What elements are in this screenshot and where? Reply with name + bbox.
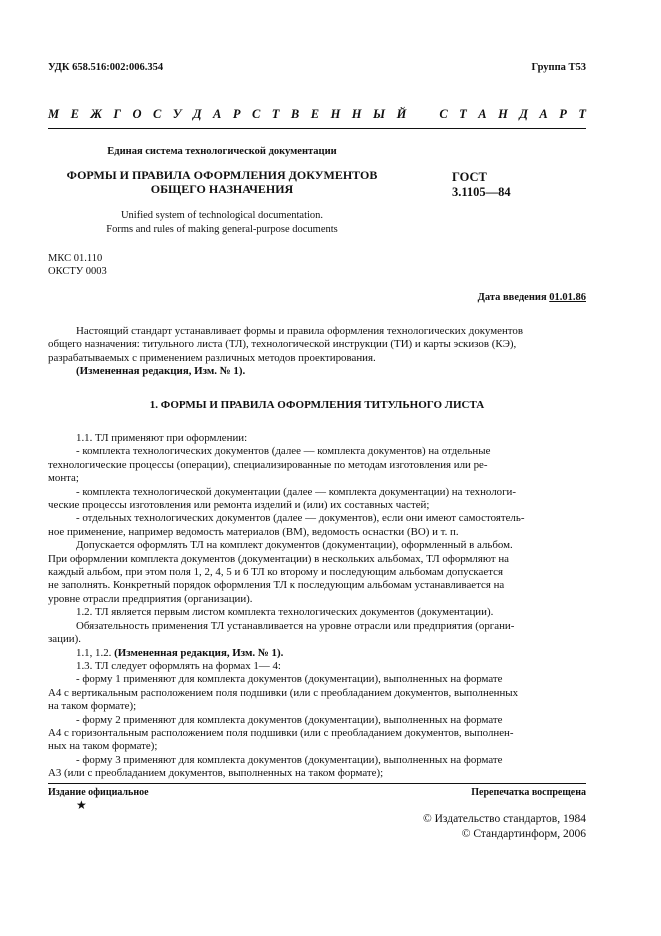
copyright-2006: © Стандартинформ, 2006 <box>461 828 586 840</box>
mks-code: МКС 01.110 <box>48 253 103 264</box>
okstu-code: ОКСТУ 0003 <box>48 266 107 277</box>
footer-rule <box>48 783 586 784</box>
banner-letter: А <box>478 107 487 121</box>
body-line: ных на таком формате); <box>48 740 158 753</box>
banner-letter: Т <box>459 107 467 121</box>
banner-letter: А <box>213 107 222 121</box>
body-line: монта; <box>48 472 79 485</box>
body-line: - форму 2 применяют для комплекта документов (документации), выполненных на формате <box>76 713 503 726</box>
banner-letter: У <box>172 107 182 121</box>
reprint-prohibited: Перепечатка воспрещена <box>471 787 586 798</box>
body-line: технологические процессы (операции), специализированные по методам изготовления или ре- <box>48 458 488 471</box>
banner-letter: Е <box>70 107 79 121</box>
body-line: 1.1. ТЛ применяют при оформлении: <box>76 432 248 444</box>
body-line: - комплекта технологических документов (далее — комплекта документов) на отдельные <box>76 445 491 458</box>
banner-letter: Н <box>351 107 362 121</box>
body-line: А3 (или с преобладанием документов, выполненных на таком формате); <box>48 767 384 780</box>
gost-label: ГОСТ <box>452 170 487 184</box>
body-line: - комплекта технологической документации (далее — комплекта документации) на технологи- <box>76 485 517 498</box>
udk-code: УДК 658.516:002:006.354 <box>48 62 164 73</box>
body-line: каждый альбом, при этом поля 1, 2, 4, 5 и 6 ТЛ ко второму и последующим альбомам допускается <box>48 566 503 579</box>
body-line: Обязательность применения ТЛ устанавливается на уровне отрасли или предприятия (органи- <box>76 619 515 632</box>
document-title <box>48 168 396 196</box>
copyright-1984: © Издательство стандартов, 1984 <box>422 813 586 825</box>
intro-amendment: (Измененная редакция, Изм. № 1). <box>76 365 246 378</box>
banner-letter: Ы <box>373 107 386 121</box>
official-edition: Издание официальное <box>48 787 149 798</box>
classification-codes <box>48 252 107 278</box>
banner-letter: В <box>290 107 300 121</box>
banner-letter: С <box>439 107 448 121</box>
banner-letter: Е <box>310 107 320 121</box>
copyright-block <box>423 812 586 842</box>
gost-number: 3.1105—84 <box>452 185 511 199</box>
banner-letter: Т <box>578 107 586 121</box>
body-line: уровне отрасли предприятия (организации). <box>48 592 253 605</box>
title-line-2: ОБЩЕГО НАЗНАЧЕНИЯ <box>150 182 294 196</box>
amendment-note: (Измененная редакция, Изм. № 1). <box>114 646 284 659</box>
body-line: на таком формате); <box>48 700 137 713</box>
banner-letter: Н <box>498 107 508 121</box>
system-name: Единая система технологической документации <box>107 146 337 157</box>
banner-letter: А <box>539 107 548 121</box>
body-line: ное применение, например ведомость материалов (ВМ), ведомость оснастки (ВО) и т. п. <box>48 525 459 538</box>
banner-letter: М <box>48 107 60 121</box>
amendment-line <box>48 647 586 660</box>
banner-rule <box>48 128 586 129</box>
english-title-line-2: Forms and rules of making general-purpose documents <box>106 224 338 235</box>
banner-letter: Н <box>330 107 341 121</box>
body-line: При оформлении комплекта документов (документации) в нескольких альбомах, ТЛ оформляют на <box>48 552 510 565</box>
section-1-heading: 1. ФОРМЫ И ПРАВИЛА ОФОРМЛЕНИЯ ТИТУЛЬНОГО ЛИСТА <box>149 399 485 411</box>
title-line-1: ФОРМЫ И ПРАВИЛА ОФОРМЛЕНИЯ ДОКУМЕНТОВ <box>66 168 378 182</box>
body-line: - отдельных технологических документов (далее — документов), если они имеют самостоятель- <box>76 512 525 525</box>
intro-paragraph <box>48 325 586 379</box>
english-title <box>48 209 396 237</box>
body-line: 1.3. ТЛ следует оформлять на формах 1— 4: <box>76 659 281 672</box>
banner-gap <box>418 107 428 122</box>
body-line: Допускается оформлять ТЛ на комплект документов (документации), оформленный в альбом. <box>76 539 513 552</box>
body-line: 1.2. ТЛ является первым листом комплекта технологических документов (документации). <box>76 606 494 619</box>
banner-letter: О <box>132 107 142 121</box>
interstate-standard-banner <box>48 107 586 122</box>
banner-letter: С <box>251 107 261 121</box>
banner-letter: С <box>152 107 162 121</box>
banner-letter: Ж <box>90 107 102 121</box>
banner-letter: Д <box>519 107 528 121</box>
banner-letter: Г <box>113 107 121 121</box>
body-line: А4 с вертикальным расположением поля подшивки (или с преобладанием документов, выполненных <box>48 686 519 699</box>
group-code: Группа Т53 <box>531 62 586 73</box>
body-line: А4 с горизонтальным расположением поля подшивки (или с преобладанием документов, выполнен- <box>48 726 514 739</box>
body-line: - форму 3 применяют для комплекта документов (документации), выполненных на формате <box>76 753 503 766</box>
banner-letter: Р <box>232 107 241 121</box>
intro-line: разрабатываемых с применением различных методов проектирования. <box>48 351 376 364</box>
english-title-line-1: Unified system of technological documentation. <box>120 210 324 221</box>
effective-date <box>478 292 586 303</box>
banner-letter: Й <box>396 107 407 121</box>
banner-letter: Р <box>559 107 567 121</box>
banner-letter: Д <box>192 107 202 121</box>
body-line: не заполнять. Конкретный порядок оформления ТЛ к последующим альбомам устанавливается на <box>48 579 505 592</box>
body-line: ческие процессы изготовления или ремонта изделий и (или) их составных частей; <box>48 499 430 512</box>
body-line: - форму 1 применяют для комплекта документов (документации), выполненных на формате <box>76 673 503 686</box>
effective-date-label: Дата введения <box>477 292 547 303</box>
star-icon: ★ <box>76 798 87 812</box>
clause-refs: 1.1, 1.2. <box>76 646 112 659</box>
section-1-body <box>48 432 586 781</box>
intro-line: общего назначения: титульного листа (ТЛ), технологической инструкции (ТИ) и карты эскизов (КЭ), <box>48 338 517 351</box>
body-line: зации). <box>48 633 81 646</box>
intro-line: Настоящий стандарт устанавливает формы и правила оформления технологических документов <box>76 325 523 337</box>
effective-date-value: 01.01.86 <box>549 292 586 303</box>
banner-letter: Т <box>271 107 280 121</box>
gost-designation <box>452 170 511 200</box>
